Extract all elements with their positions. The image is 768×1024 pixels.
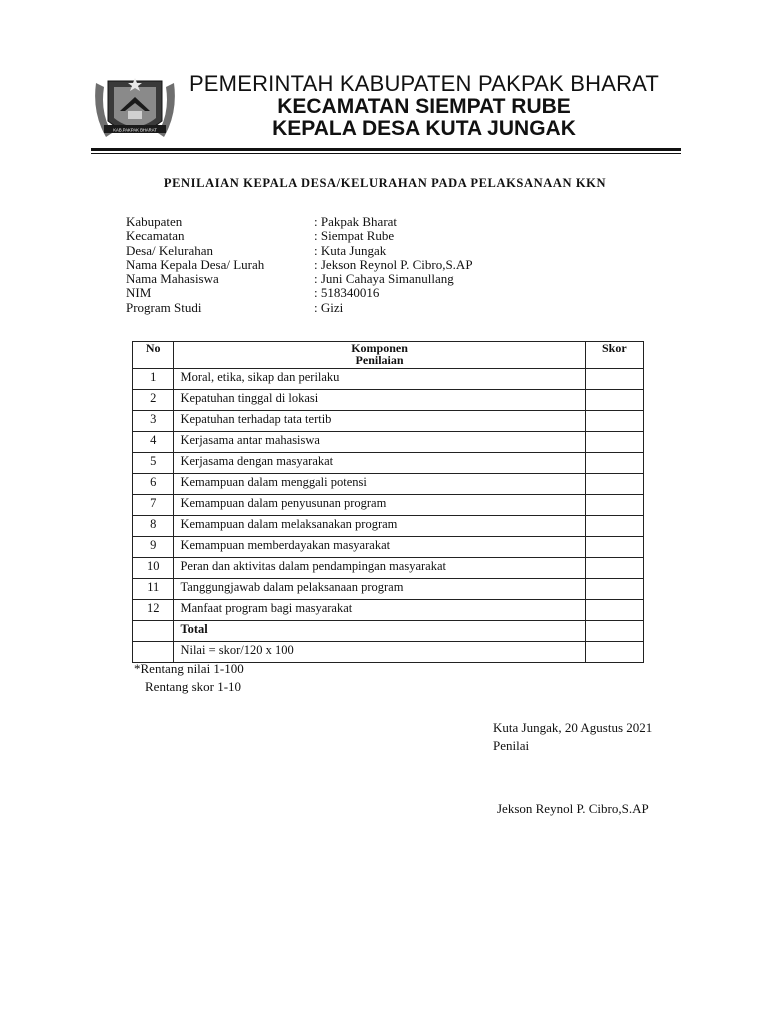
table-row [133,411,644,432]
header-government: PEMERINTAH KABUPATEN PAKPAK BHARAT [188,71,660,96]
row-no: 9 [133,537,174,558]
info-label: Desa/ Kelurahan [126,242,213,258]
row-skor[interactable] [585,369,643,390]
header-rule-thin [91,153,681,154]
note-range-nilai: *Rentang nilai 1-100 [134,661,244,676]
row-no: 11 [133,579,174,600]
row-komponen: Kerjasama antar mahasiswa [174,432,585,453]
table-row [133,537,644,558]
info-value: : 518340016 [314,285,380,301]
table-row [133,369,644,390]
info-label: Nama Kepala Desa/ Lurah [126,256,265,272]
row-no: 4 [133,432,174,453]
total-skor[interactable] [585,621,643,642]
row-no: 1 [133,369,174,390]
table-row [133,495,644,516]
table-row [133,432,644,453]
nilai-skor[interactable] [585,642,643,663]
header-village-head: KEPALA DESA KUTA JUNGAK [272,117,576,140]
row-komponen: Moral, etika, sikap dan perilaku [174,369,585,390]
header-komponen-line1: Komponen [351,341,408,355]
row-no: 2 [133,390,174,411]
row-skor[interactable] [585,558,643,579]
row-komponen: Kepatuhan terhadap tata tertib [174,411,585,432]
row-komponen: Peran dan aktivitas dalam pendampingan masyarakat [174,558,585,579]
signature-place-date: Kuta Jungak, 20 Agustus 2021 [493,720,653,735]
header-komponen-line2: Penilaian [355,353,404,367]
row-no: 7 [133,495,174,516]
table-row [133,558,644,579]
info-label: Kabupaten [126,214,183,229]
header-skor: Skor [585,342,643,369]
info-value: : Pakpak Bharat [314,214,398,229]
info-label: Nama Mahasiswa [126,271,219,287]
row-skor[interactable] [585,453,643,474]
row-komponen: Kemampuan memberdayakan masyarakat [174,537,585,558]
svg-text:KAB.PAKPAK BHARAT: KAB.PAKPAK BHARAT [113,127,157,133]
note-range-skor: Rentang skor 1-10 [145,679,242,694]
table-row [133,453,644,474]
table-row [133,390,644,411]
total-no [133,621,174,642]
header-district: KECAMATAN SIEMPAT RUBE [277,95,571,118]
nilai-no [133,642,174,663]
signature-role: Penilai [493,738,530,753]
score-table [132,341,644,663]
row-no: 10 [133,558,174,579]
header-komponen [174,342,585,369]
row-skor[interactable] [585,474,643,495]
info-label: Kecamatan [126,228,185,244]
info-value: : Kuta Jungak [314,242,387,258]
table-row [133,579,644,600]
row-no: 8 [133,516,174,537]
row-skor[interactable] [585,432,643,453]
row-komponen: Kerjasama dengan masyarakat [174,453,585,474]
row-no: 5 [133,453,174,474]
info-label: NIM [126,285,152,301]
row-komponen: Kemampuan dalam melaksanakan program [174,516,585,537]
row-komponen: Manfaat program bagi masyarakat [174,600,585,621]
row-skor[interactable] [585,495,643,516]
row-no: 6 [133,474,174,495]
row-skor[interactable] [585,516,643,537]
total-label: Total [174,621,585,642]
table-row [133,474,644,495]
table-nilai-row [133,642,644,663]
row-skor[interactable] [585,390,643,411]
table-row [133,600,644,621]
document-title: PENILAIAN KEPALA DESA/KELURAHAN PADA PELAKSANAAN KKN [163,176,607,190]
row-komponen: Kepatuhan tinggal di lokasi [174,390,585,411]
info-value: : Siempat Rube [314,228,395,244]
header-no: No [133,342,174,369]
row-no: 12 [133,600,174,621]
row-skor[interactable] [585,537,643,558]
row-no: 3 [133,411,174,432]
row-skor[interactable] [585,411,643,432]
table-header-row [133,342,644,369]
signature-name: Jekson Reynol P. Cibro,S.AP [497,801,649,816]
info-value: : Juni Cahaya Simanullang [314,271,454,287]
table-row [133,516,644,537]
row-komponen: Tanggungjawab dalam pelaksanaan program [174,579,585,600]
info-value: : Gizi [314,299,344,315]
header-rule-thick [91,148,681,151]
info-value: : Jekson Reynol P. Cibro,S.AP [314,256,473,272]
nilai-label: Nilai = skor/120 x 100 [174,642,585,663]
table-total-row [133,621,644,642]
row-komponen: Kemampuan dalam penyusunan program [174,495,585,516]
row-komponen: Kemampuan dalam menggali potensi [174,474,585,495]
kabupaten-logo [90,73,180,147]
row-skor[interactable] [585,600,643,621]
info-label: Program Studi [126,299,202,315]
row-skor[interactable] [585,579,643,600]
